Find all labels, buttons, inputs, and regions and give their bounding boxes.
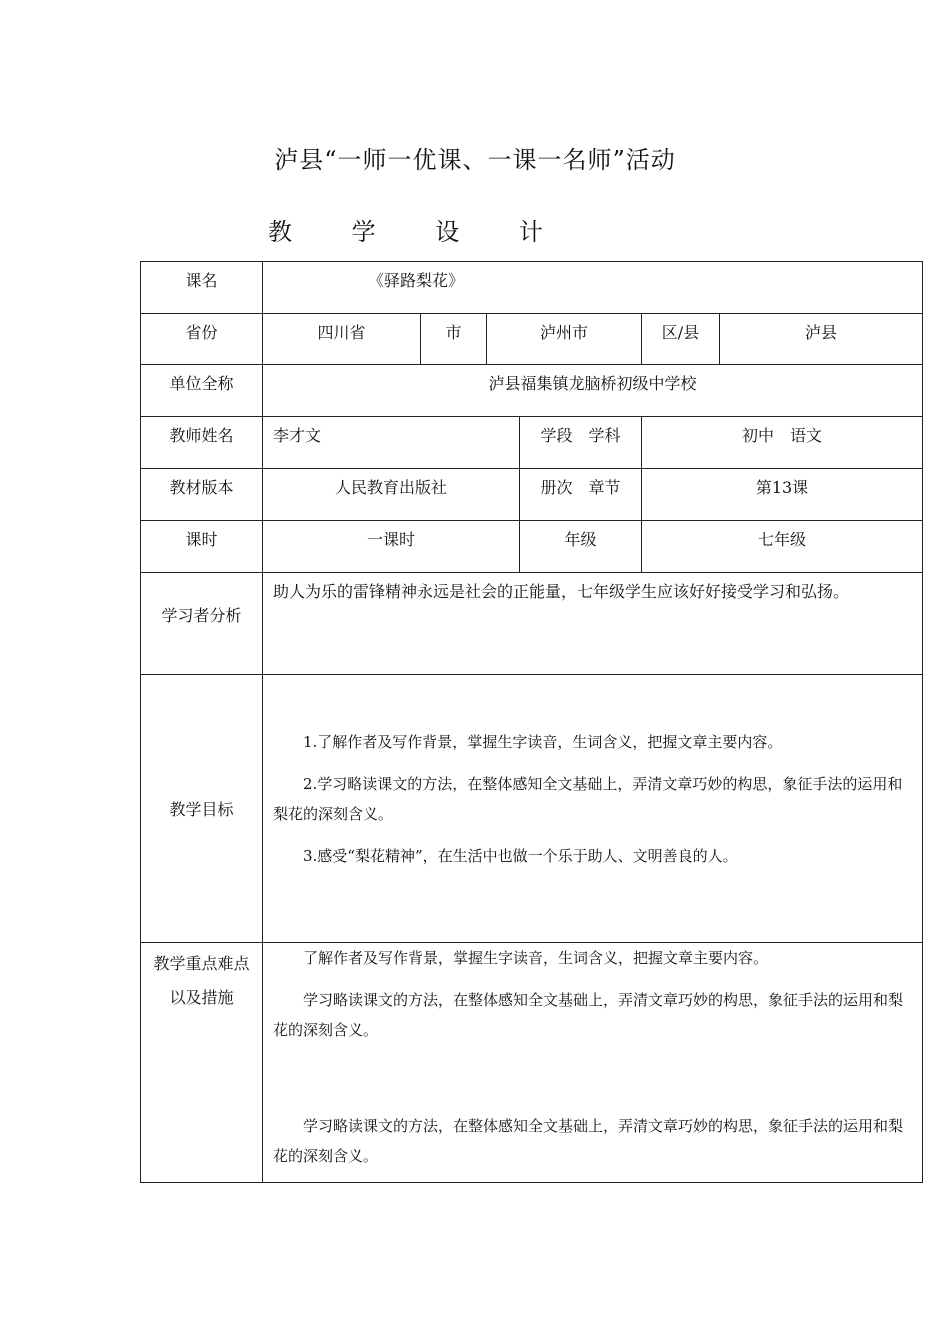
key-points-label-line2: 以及措施 bbox=[169, 988, 234, 1007]
grade-value: 七年级 bbox=[642, 521, 923, 573]
volume-value: 第13课 bbox=[642, 469, 923, 521]
grade-label: 年级 bbox=[520, 521, 642, 573]
unit-value: 泸县福集镇龙脑桥初级中学校 bbox=[263, 365, 923, 417]
textbook-label: 教材版本 bbox=[141, 469, 263, 521]
lesson-design-form bbox=[140, 261, 923, 1183]
district-label: 区/县 bbox=[642, 314, 720, 365]
key-point-item: 学习略读课文的方法，在整体感知全文基础上，弄清文章巧妙的构思，象征手法的运用和梨花的深刻含义。 bbox=[273, 991, 904, 1039]
period-value: 一课时 bbox=[263, 521, 520, 573]
learner-label: 学习者分析 bbox=[141, 573, 263, 675]
city-label: 市 bbox=[421, 314, 487, 365]
unit-label: 单位全称 bbox=[141, 365, 263, 417]
province-value: 四川省 bbox=[263, 314, 421, 365]
stage-label: 学段 学科 bbox=[520, 417, 642, 469]
goals-cell bbox=[263, 675, 923, 943]
key-points-label bbox=[141, 943, 263, 1183]
goal-item: 3.感受“梨花精神”，在生活中也做一个乐于助人、文明善良的人。 bbox=[303, 847, 738, 865]
key-points-label-line1: 教学重点难点 bbox=[153, 954, 250, 973]
learner-value: 助人为乐的雷锋精神永远是社会的正能量，七年级学生应该好好接受学习和弘扬。 bbox=[263, 573, 923, 675]
volume-label: 册次 章节 bbox=[520, 469, 642, 521]
province-label: 省份 bbox=[141, 314, 263, 365]
document-title: 泸县“一师一优课、一课一名师”活动 bbox=[274, 146, 676, 174]
goal-item: 2.学习略读课文的方法，在整体感知全文基础上，弄清文章巧妙的构思，象征手法的运用和梨花的深刻含义。 bbox=[273, 775, 903, 823]
document-subtitle: 教 学 设 计 bbox=[268, 218, 569, 246]
course-value: 《驿路梨花》 bbox=[263, 262, 923, 314]
textbook-value: 人民教育出版社 bbox=[263, 469, 520, 521]
period-label: 课时 bbox=[141, 521, 263, 573]
goal-item: 1.了解作者及写作背景，掌握生字读音，生词含义，把握文章主要内容。 bbox=[303, 733, 783, 751]
stage-value: 初中 语文 bbox=[642, 417, 923, 469]
district-value: 泸县 bbox=[720, 314, 923, 365]
key-point-item: 学习略读课文的方法，在整体感知全文基础上，弄清文章巧妙的构思，象征手法的运用和梨花的深刻含义。 bbox=[273, 1117, 904, 1165]
city-value: 泸州市 bbox=[487, 314, 642, 365]
key-point-item: 了解作者及写作背景，掌握生字读音，生词含义，把握文章主要内容。 bbox=[303, 949, 769, 967]
teacher-value: 李才文 bbox=[263, 417, 520, 469]
teacher-label: 教师姓名 bbox=[141, 417, 263, 469]
key-points-cell bbox=[263, 943, 923, 1183]
goals-label: 教学目标 bbox=[141, 675, 263, 943]
course-label: 课名 bbox=[141, 262, 263, 314]
